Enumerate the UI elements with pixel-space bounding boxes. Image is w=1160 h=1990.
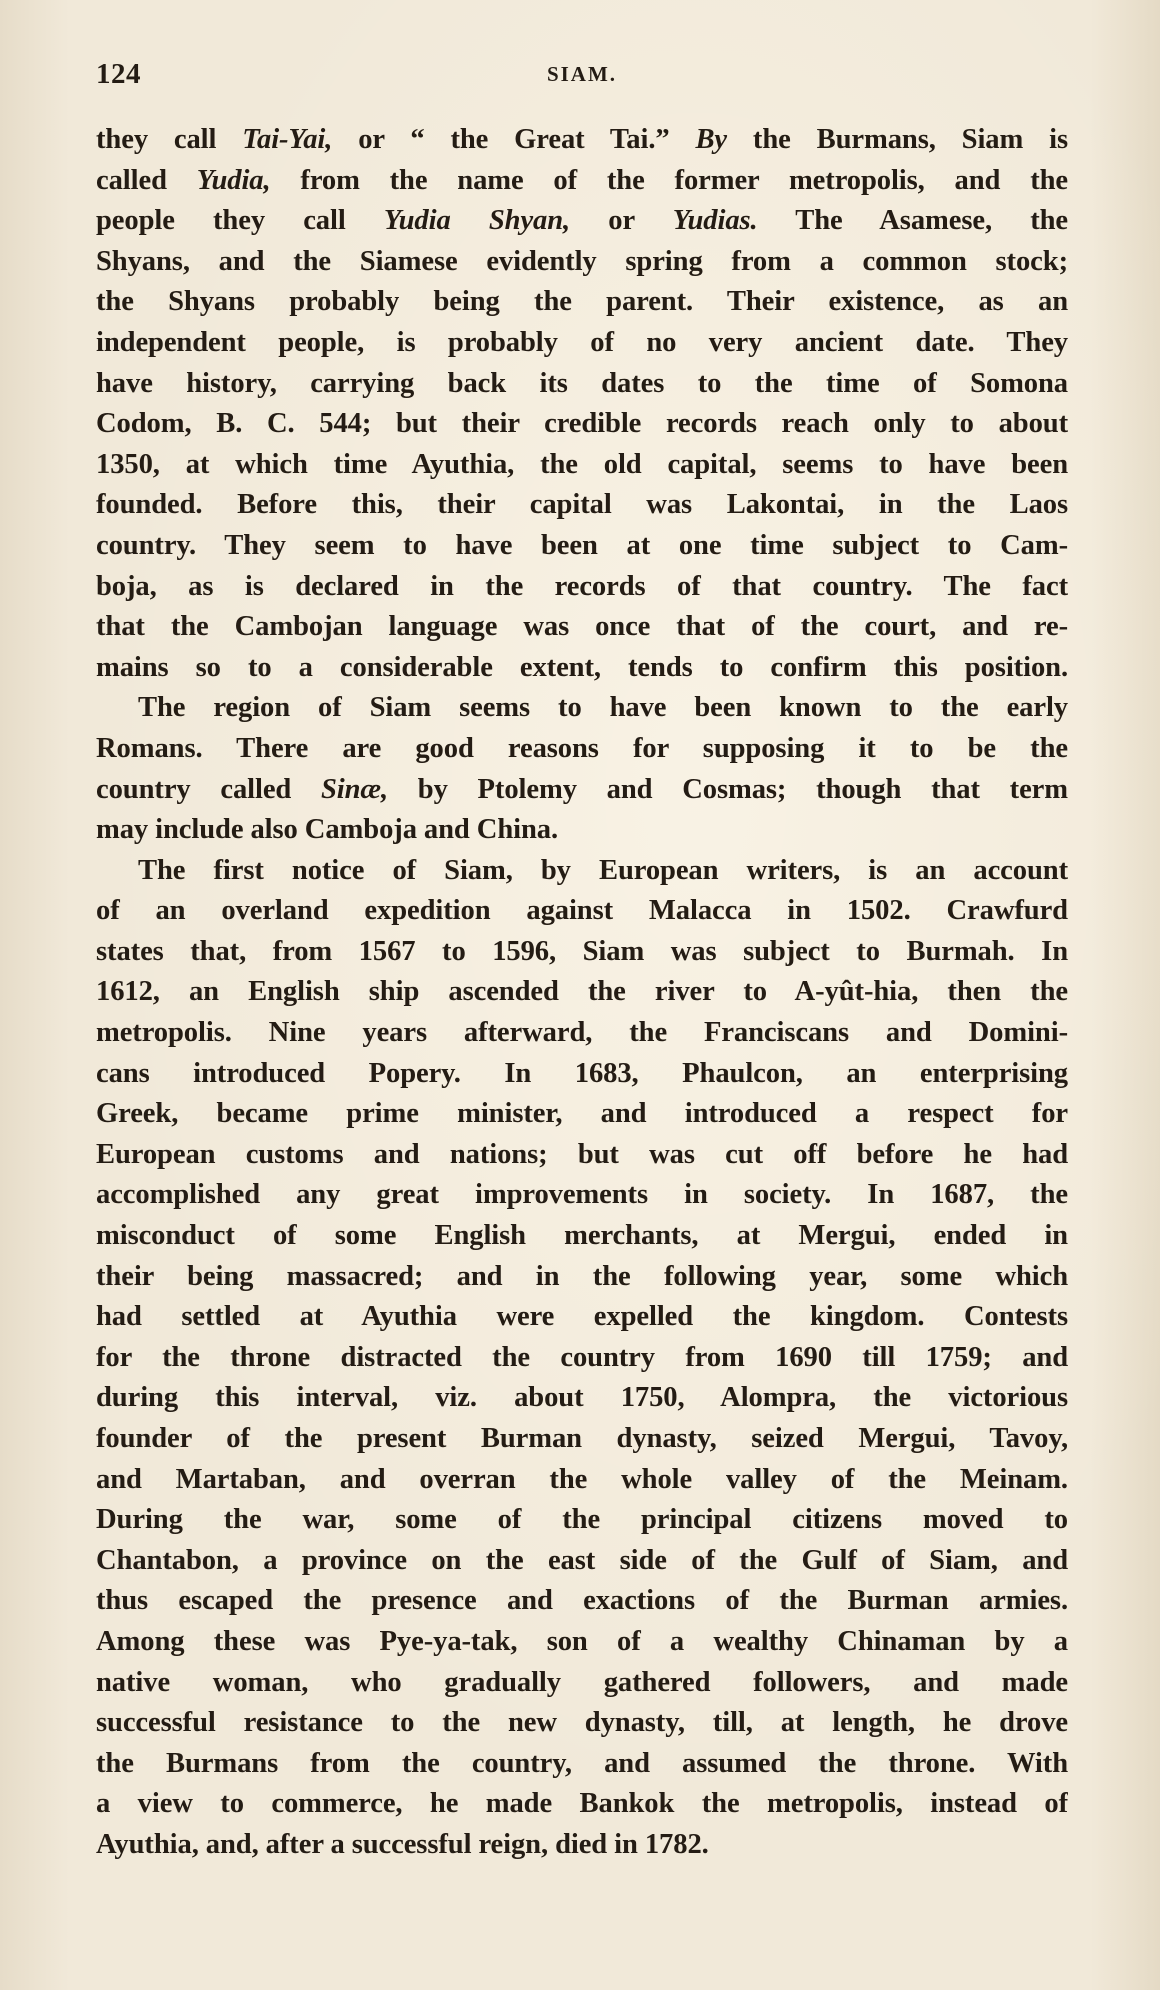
text-run: 1350, at which time Ayuthia, the old capital, seems to have been (96, 448, 1068, 480)
text-line (96, 526, 1068, 567)
text-run: of an overland expedition against Malacca in 1502. Crawfurd (96, 895, 1068, 927)
text-run: country called (96, 773, 321, 805)
text-run: accomplished any great improvements in society. In 1687, the (96, 1179, 1068, 1211)
text-line (96, 1500, 1068, 1541)
text-line (96, 485, 1068, 526)
text-run: mains so to a considerable extent, tends to confirm this position. (96, 651, 1068, 683)
text-run: for the throne distracted the country from 1690 till 1759; and (96, 1341, 1068, 1373)
text-run: Chantabon, a province on the east side of the Gulf of Siam, and (96, 1544, 1068, 1576)
text-run: their being massacred; and in the following year, some which (96, 1260, 1068, 1292)
text-run: country. They seem to have been at one time subject to Cam- (96, 529, 1068, 561)
text-line (96, 120, 1068, 161)
text-line (96, 851, 1068, 892)
text-run: Ayuthia, and, after a successful reign, died in 1782. (96, 1828, 709, 1860)
text-run: called (96, 164, 197, 196)
text-run: metropolis. Nine years afterward, the Franciscans and Domini- (96, 1017, 1068, 1049)
text-run: Greek, became prime minister, and introduced a respect for (96, 1098, 1068, 1130)
text-run: during this interval, viz. about 1750, Alompra, the victorious (96, 1382, 1068, 1414)
text-run: cans introduced Popery. In 1683, Phaulcon, an enterprising (96, 1057, 1068, 1089)
text-line (96, 567, 1068, 608)
text-run: founder of the present Burman dynasty, seized Mergui, Tavoy, (96, 1423, 1068, 1454)
text-run: the Burmans, Siam is (727, 124, 1068, 155)
text-line (96, 688, 1068, 729)
text-line (96, 201, 1068, 242)
text-run: successful resistance to the new dynasty, till, at length, he drove (96, 1707, 1068, 1739)
text-line (96, 1541, 1068, 1582)
text-line (96, 1663, 1068, 1704)
text-line (96, 1581, 1068, 1622)
text-run: The first notice of Siam, by European writers, is an account (138, 854, 1068, 886)
text-run: or “ the Great Tai.” (332, 124, 696, 155)
text-line (96, 1703, 1068, 1744)
text-run: Codom, B. C. 544; but their credible records reach only to about (96, 408, 1068, 440)
text-line (96, 161, 1068, 202)
text-line (96, 1338, 1068, 1379)
text-line (96, 282, 1068, 323)
running-head (96, 58, 1068, 98)
text-line (96, 607, 1068, 648)
text-run: by Ptolemy and Cosmas; though that term (388, 773, 1068, 805)
text-line (96, 972, 1068, 1013)
text-line (96, 729, 1068, 770)
text-run: European customs and nations; but was cut off before he had (96, 1138, 1068, 1170)
text-line (96, 810, 1068, 851)
text-line (96, 445, 1068, 486)
text-line (96, 364, 1068, 405)
text-line (96, 1013, 1068, 1054)
text-run: thus escaped the presence and exactions of the Burman armies. (96, 1585, 1068, 1617)
italic-text: Tai-Yai, (242, 124, 333, 155)
text-line (96, 1297, 1068, 1338)
text-run: that the Cambojan language was once that of the court, and re- (96, 611, 1068, 643)
text-line (96, 648, 1068, 689)
text-line (96, 1460, 1068, 1501)
text-run: a view to commerce, he made Bankok the metropolis, instead of (96, 1788, 1068, 1820)
text-run: misconduct of some English merchants, at Mergui, ended in (96, 1220, 1068, 1252)
text-line (96, 1419, 1068, 1460)
text-run: The region of Siam seems to have been known to the early (138, 692, 1068, 724)
text-line (96, 1825, 1068, 1866)
text-run: from the name of the former metropolis, and the (270, 164, 1068, 196)
text-line (96, 404, 1068, 445)
text-run: they call (96, 124, 243, 155)
italic-text: Yudia, (196, 164, 271, 196)
text-run: 1612, an English ship ascended the river to A-yût-hia, then the (96, 976, 1068, 1008)
text-run: had settled at Ayuthia were expelled the kingdom. Contests (96, 1301, 1068, 1333)
text-run: states that, from 1567 to 1596, Siam was subject to Burmah. In (96, 935, 1068, 967)
text-run: Romans. There are good reasons for supposing it to be the (96, 732, 1068, 764)
text-run: During the war, some of the principal citizens moved to (96, 1504, 1068, 1536)
text-line (96, 1135, 1068, 1176)
text-run: people they call (96, 205, 384, 237)
text-line (96, 770, 1068, 811)
page-number: 124 (96, 58, 141, 90)
italic-text: Yudia Shyan, (383, 205, 571, 237)
body-text (96, 120, 1068, 1866)
text-line (96, 1175, 1068, 1216)
text-line (96, 323, 1068, 364)
text-run: boja, as is declared in the records of that country. The fact (96, 570, 1068, 602)
text-line (96, 1744, 1068, 1785)
running-title: SIAM. (546, 62, 618, 86)
text-line (96, 932, 1068, 973)
text-run: Among these was Pye-ya-tak, son of a wealthy Chinaman by a (96, 1625, 1068, 1657)
text-line (96, 1216, 1068, 1257)
text-run: The Asamese, the (757, 205, 1068, 237)
text-run: founded. Before this, their capital was Lakontai, in the Laos (96, 489, 1068, 521)
italic-text: By (695, 124, 728, 155)
text-run: the Shyans probably being the parent. Their existence, as an (96, 286, 1068, 318)
text-line (96, 1257, 1068, 1298)
text-line (96, 1094, 1068, 1135)
text-run: have history, carrying back its dates to the time of Somona (96, 367, 1068, 399)
text-run: Shyans, and the Siamese evidently spring from a common stock; (96, 245, 1068, 277)
text-run: and Martaban, and overran the whole valley of the Meinam. (96, 1463, 1068, 1495)
text-line (96, 1378, 1068, 1419)
text-line (96, 891, 1068, 932)
text-line (96, 1622, 1068, 1663)
italic-text: Yudias. (672, 205, 758, 237)
text-run: native woman, who gradually gathered followers, and made (96, 1666, 1068, 1698)
text-run: or (570, 205, 673, 237)
text-line (96, 1784, 1068, 1825)
text-run: may include also Camboja and China. (96, 814, 559, 846)
italic-text: Sinæ, (320, 773, 389, 805)
text-line (96, 1054, 1068, 1095)
text-line (96, 242, 1068, 283)
text-run: independent people, is probably of no very ancient date. They (96, 326, 1068, 358)
text-run: the Burmans from the country, and assumed the throne. With (96, 1747, 1068, 1779)
